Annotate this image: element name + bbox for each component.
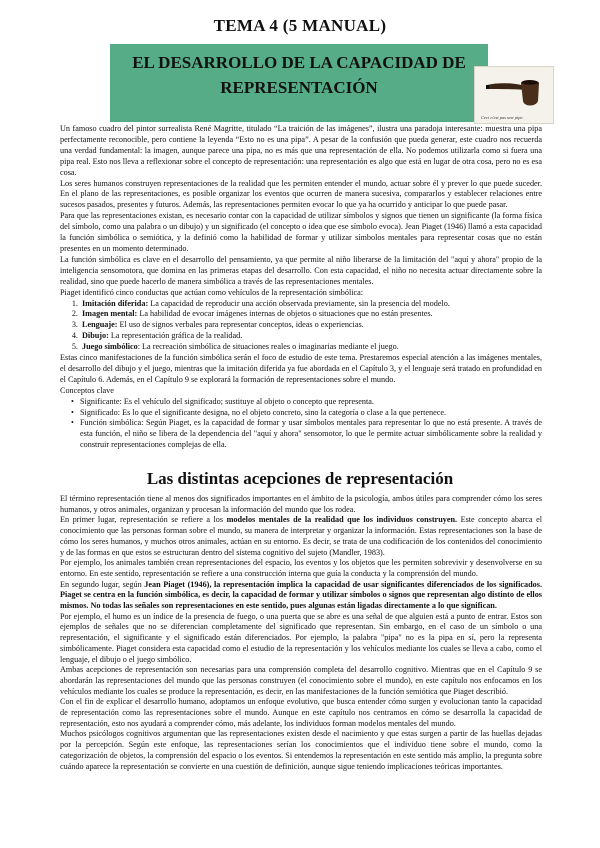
list-item bbox=[80, 309, 542, 320]
section-paragraph-2 bbox=[60, 515, 542, 558]
section-paragraph-3: Por ejemplo, los animales también crean representaciones del espacio, los eventos y los objetos que les permiten sobrevivir y desenvolverse en su entorno. En este sentido, representación se refiere a una construcción interna que guía la conducta y la comprensión del mundo. bbox=[60, 558, 542, 578]
section-paragraph-8: Muchos psicólogos cognitivos argumentan que las representaciones existen desde el nacimiento y que estas surgen a partir de las huellas dejadas por la percepción. Según este enfoque, las representaciones serían los conocimientos que el individuo tiene sobre el mundo, como la categorización de objetos, la comprensión del espacio o los eventos. Si entendemos la representación en este sentido más amplio, la pregunta sobre cuándo aparece la representación se convierte en una cuestión de definición, aunque sigue teniendo implicaciones teóricas importantes. bbox=[60, 729, 542, 771]
concepts-title: Conceptos clave bbox=[60, 385, 114, 395]
list-item: • Significante: Es el vehículo del significado; sustituye al objeto o concepto que representa. bbox=[80, 397, 542, 408]
intro-paragraph-2: Los seres humanos construyen representaciones de la realidad que les permiten entender el mundo, actuar sobre él y prever lo que puede suceder. En el plano de las representaciones, es posible organizar los eventos que ocurren de manera sucesiva, compararlos y establecer relaciones entre sucesos pasados, presentes y futuros. Además, las representaciones permiten evocar lo que ya ha ocurrido y anticipar lo que puede pasar. bbox=[60, 178, 542, 210]
section-paragraph-5: Por ejemplo, el humo es un índice de la presencia de fuego, o una puerta que se abre es una señal de que alguien está a punto de entrar. Estos son ejemplos de señales que no se diferencian completamente del significado que representan. Sin embargo, en el caso de un símbolo o una representación, el significante y el significado están diferenciados. Por ejemplo, la palabra "pipa" no es la pipa en sí, pero la representa simbólicamente. Piaget considera esta capacidad como el estudio de la representación y los vehículos mediante los cuales se lleva a cabo, como el lenguaje, el dibujo o el juego simbólico. bbox=[60, 611, 542, 664]
concepts-list bbox=[60, 397, 542, 452]
pipe-icon bbox=[481, 71, 549, 111]
list-item bbox=[80, 331, 542, 342]
section-paragraph-7: Con el fin de explicar el desarrollo humano, adoptamos un enfoque evolutivo, que busca entender cómo surgen y evolucionan tanto la capacidad de representación como las representaciones sobre el mundo. Aunque en este capítulo nos centramos en cómo se desarrolla la capacidad de representación, esto nos ayudará a comprender cómo, más adelante, los individuos forman modelos mentales del mundo. bbox=[60, 697, 542, 728]
section-paragraph-1: El término representación tiene al menos dos significados importantes en el ámbito de la psicología, ambos útiles para comprender cómo los seres humanos, y otros animales, organizan y procesan la información del mundo que los rodea. bbox=[60, 494, 542, 514]
intro-section bbox=[60, 124, 542, 451]
intro-paragraph-1: Un famoso cuadro del pintor surrealista René Magritte, titulado “La traición de las imágenes”, ilustra una paradoja interesante: muestra una pipa perfectamente reconocible, pero contiene la leyenda “Esto no es una pipa”. A pesar de la confusión que pueda generar, este cuadro nos recuerda una verdad fundamental: la imagen, aunque parece una pipa, no es más que una representación de ella. No podemos utilizarla como si fuera una pipa real. Esto nos lleva a reflexionar sobre el concepto de representación: una representación es algo que está en lugar de otra cosa, pero no es esa cosa. bbox=[60, 124, 542, 177]
conduct-text: La capacidad de reproducir una acción observada previamente, sin la presencia del modelo. bbox=[148, 298, 450, 308]
conduct-text: : La recreación simbólica de situaciones reales o imaginarias mediante el juego. bbox=[137, 342, 399, 352]
conduct-label: Imagen mental: bbox=[82, 309, 138, 319]
list-item bbox=[80, 320, 542, 331]
intro-paragraph-3: Para que las representaciones existan, es necesario contar con la capacidad de utilizar símbolos y signos que tienen un significante (la forma física del símbolo, como una palabra o un dibujo) y un significado (el concepto o idea que ese símbolo evoca). Jean Piaget (1946) llamó a esta capacidad la función simbólica o semiótica, y la definió como la habilidad de formar y utilizar símbolos mentales para representar cosas que no están presentes en un momento determinado. bbox=[60, 211, 542, 253]
text-run: En segundo lugar, según bbox=[60, 579, 145, 589]
bold-run: Jean Piaget (1946), la representación implica la capacidad de usar significantes diferenciados de los significados. Piaget se centra en la función simbólica, es decir, la capacidad de formar y utilizar símbolos o signos que representan algo distinto de ellos mismos. No todas las señales son representaciones en este sentido, pues algunas están ligadas directamente a lo que significan. bbox=[60, 579, 542, 611]
section-paragraph-6: Ambas acepciones de representación son necesarias para una comprensión completa del desarrollo cognitivo. Mientras que en el Capítulo 9 se abordarán las representaciones del mundo que las personas construyen (el conocimiento sobre el mundo), en este capítulo nos enfocamos en los vehículos mediante los cuales se produce la representación, es decir, en las manifestaciones de la función semiótica que Piaget describió. bbox=[60, 665, 542, 696]
conduct-text: La representación gráfica de la realidad. bbox=[108, 331, 243, 341]
conduct-label: Juego simbólico bbox=[82, 342, 138, 352]
conduct-label: Dibujo: bbox=[82, 331, 109, 341]
conduct-label: Lenguaje: bbox=[82, 320, 118, 330]
list-item: • Función simbólica: Según Piaget, es la capacidad de formar y usar símbolos mentales para representar lo que no está presente. A través de esta función, el niño se libera de la dependencia del "aquí y ahora" sensomotor, lo que le permite actuar simbólicamente sobre la realidad y construir representaciones complejas de ella. bbox=[80, 418, 542, 451]
intro-paragraph-4: La función simbólica es clave en el desarrollo del pensamiento, ya que permite al niño liberarse de la limitación del "aquí y ahora" propio de la inteligencia sensomotora, que domina en las primeras etapas del desarrollo. Con esta capacidad, el niño no necesita actuar directamente sobre la realidad, sino que puede hacerlo de manera simbólica a través de las representaciones mentales. bbox=[60, 254, 542, 286]
section-2-body bbox=[60, 494, 542, 772]
tema-title: TEMA 4 (5 MANUAL) bbox=[213, 16, 387, 35]
conduct-text: La habilidad de evocar imágenes internas de objetos o situaciones que no están presentes. bbox=[137, 309, 433, 319]
conduct-label: Imitación diferida: bbox=[82, 298, 149, 308]
intro-paragraph-5: Piaget identificó cinco conductas que actúan como vehículos de la representación simbólica: bbox=[60, 287, 364, 297]
magritte-pipe-image bbox=[474, 66, 554, 124]
text-run: Este concepto abarca el conocimiento que las personas forman sobre el mundo, su manera de interpretar y organizar la información. Estas representaciones son la base de cómo los seres humanos, y muchos otros animales, actúan en su entorno. Es decir, se trata de una codificación de los contenidos del conocimiento y de las formas en que estos se estructuran dentro del sistema cognitivo del sujeto (Mandler, 1983). bbox=[60, 515, 542, 557]
section-paragraph-4 bbox=[60, 580, 542, 612]
chapter-banner bbox=[110, 44, 488, 122]
conduct-text: El uso de signos verbales para representar conceptos, ideas o experiencias. bbox=[117, 320, 364, 330]
pipe-caption: Ceci n'est pas une pipe. bbox=[481, 115, 524, 120]
text-run: En primer lugar, representación se refiere a los bbox=[60, 515, 227, 525]
bold-run: modelos mentales de la realidad que los individuos construyen. bbox=[226, 515, 458, 525]
conducts-list bbox=[60, 299, 542, 354]
after-list-paragraph: Estas cinco manifestaciones de la función simbólica serán el foco de estudio de este tema. Prestaremos especial atención a las imágenes mentales, el desarrollo del dibujo y el juego, mientras que la imitación diferida ya fue abordada en el Capítulo 3, y el lenguaje será tratado en profundidad en el Capítulo 6. Además, en el Capítulo 9 se explorará la formación de representaciones sobre el mundo. bbox=[60, 353, 542, 384]
section-heading: Las distintas acepciones de representación bbox=[146, 469, 454, 488]
banner-line-1: EL DESARROLLO DE LA CAPACIDAD DE bbox=[132, 53, 466, 72]
list-item bbox=[80, 299, 542, 310]
list-item: • Significado: Es lo que el significante designa, no el objeto concreto, sino la categoría o clase a la que pertenece. bbox=[80, 408, 542, 419]
list-item bbox=[80, 342, 542, 353]
banner-line-2: REPRESENTACIÓN bbox=[220, 78, 378, 97]
